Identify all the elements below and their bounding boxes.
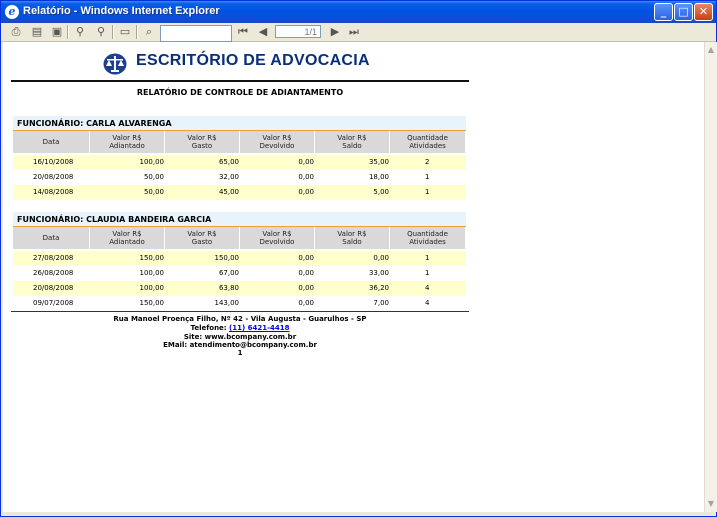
col-header-saldo: Valor R$ Saldo	[315, 227, 390, 249]
minimize-button[interactable]: _	[654, 3, 673, 21]
table-row	[13, 266, 466, 281]
col-header-atividades: Quantidade Atividades	[390, 131, 466, 153]
cell-gasto: 67,00	[218, 269, 239, 277]
cell-date: 27/08/2008	[33, 254, 74, 262]
col-header-devolvido: Valor R$ Devolvido	[240, 227, 315, 249]
col-header-saldo: Valor R$ Saldo	[315, 131, 390, 153]
footer-phone-label: Telefone:	[190, 324, 227, 332]
cell-adiantado: 100,00	[139, 269, 164, 277]
table-row	[13, 155, 466, 170]
cell-adiantado: 150,00	[139, 254, 164, 262]
cell-adiantado: 50,00	[143, 188, 164, 196]
cell-gasto: 32,00	[218, 173, 239, 181]
col-header-adiantado: Valor R$ Adiantado	[90, 131, 165, 153]
first-page-icon[interactable]: ⏮	[238, 25, 248, 38]
table-row	[13, 281, 466, 296]
previous-page-icon[interactable]: ◀	[258, 25, 268, 38]
cell-date: 09/07/2008	[33, 299, 74, 307]
cell-gasto: 143,00	[214, 299, 239, 307]
col-header-data: Data	[13, 131, 90, 153]
report-toolbar	[1, 23, 716, 42]
employee-section-header: FUNCIONÁRIO: CLAUDIA BANDEIRA GARCIA	[13, 212, 466, 226]
col-header-gasto: Valor R$ Gasto	[165, 227, 240, 249]
col-header-data: Data	[13, 227, 90, 249]
toolbar-separator	[67, 25, 69, 39]
cell-gasto: 65,00	[218, 158, 239, 166]
save-icon[interactable]: ▣	[51, 25, 63, 38]
header-divider	[11, 80, 469, 82]
folder-icon[interactable]: ▭	[119, 25, 131, 38]
table-row	[13, 251, 466, 266]
cell-adiantado: 100,00	[139, 158, 164, 166]
scroll-down-icon[interactable]: ▼	[707, 499, 715, 508]
cell-date: 20/08/2008	[33, 173, 74, 181]
next-page-icon[interactable]: ▶	[330, 25, 340, 38]
footer-address: Rua Manoel Proença Filho, Nº 42 - Vila Augusta - Guarulhos - SP	[113, 315, 367, 323]
col-header-atividades: Quantidade Atividades	[390, 227, 466, 249]
cell-devolvido: 0,00	[298, 158, 314, 166]
cell-atividades: 1	[425, 269, 430, 277]
footer-email: EMail: atendimento@bcompany.com.br	[163, 341, 317, 349]
cell-devolvido: 0,00	[298, 254, 314, 262]
close-button[interactable]: ✕	[694, 3, 713, 21]
cell-saldo: 36,20	[368, 284, 389, 292]
cell-adiantado: 150,00	[139, 299, 164, 307]
cell-saldo: 5,00	[373, 188, 389, 196]
cell-gasto: 63,80	[218, 284, 239, 292]
table-row	[13, 170, 466, 185]
maximize-button[interactable]: □	[674, 3, 693, 21]
cell-gasto: 150,00	[214, 254, 239, 262]
col-header-adiantado: Valor R$ Adiantado	[90, 227, 165, 249]
cell-date: 20/08/2008	[33, 284, 74, 292]
zoom-out-icon[interactable]: ⚲	[96, 25, 106, 38]
cell-atividades: 1	[425, 254, 430, 262]
vertical-scrollbar[interactable]	[704, 42, 717, 512]
cell-devolvido: 0,00	[298, 188, 314, 196]
window-title: Relatório - Windows Internet Explorer	[23, 5, 220, 17]
employee-section-header: FUNCIONÁRIO: CARLA ALVARENGA	[13, 116, 466, 130]
find-icon[interactable]: ⌕	[145, 25, 153, 38]
footer-site: Site: www.bcompany.com.br	[183, 333, 297, 341]
toolbar-separator	[136, 25, 138, 39]
firm-name: ESCRITÓRIO DE ADVOCACIA	[136, 52, 370, 69]
cell-atividades: 1	[425, 188, 430, 196]
cell-atividades: 1	[425, 173, 430, 181]
zoom-in-icon[interactable]: ⚲	[75, 25, 85, 38]
cell-atividades: 4	[425, 284, 430, 292]
cell-date: 26/08/2008	[33, 269, 74, 277]
cell-devolvido: 0,00	[298, 269, 314, 277]
print-icon[interactable]: ⎙	[11, 25, 21, 38]
toolbar-separator	[112, 25, 114, 39]
cell-date: 16/10/2008	[33, 158, 74, 166]
cell-gasto: 45,00	[218, 188, 239, 196]
report-title: RELATÓRIO DE CONTROLE DE ADIANTAMENTO	[136, 88, 344, 97]
cell-saldo: 35,00	[368, 158, 389, 166]
cell-adiantado: 50,00	[143, 173, 164, 181]
cell-adiantado: 100,00	[139, 284, 164, 292]
scroll-up-icon[interactable]: ▲	[707, 45, 715, 54]
ie-logo-icon: e	[5, 5, 19, 19]
cell-saldo: 18,00	[368, 173, 389, 181]
cell-saldo: 0,00	[373, 254, 389, 262]
cell-devolvido: 0,00	[298, 299, 314, 307]
search-input[interactable]	[160, 25, 232, 42]
table-row	[13, 296, 466, 311]
footer-phone-line	[11, 324, 469, 332]
cell-devolvido: 0,00	[298, 284, 314, 292]
cell-saldo: 7,00	[373, 299, 389, 307]
export-icon[interactable]: ▤	[31, 25, 43, 38]
footer-phone-link[interactable]: (11) 6421-4418	[229, 324, 290, 332]
table-row	[13, 185, 466, 200]
col-header-devolvido: Valor R$ Devolvido	[240, 131, 315, 153]
last-page-icon[interactable]: ⏭	[349, 25, 359, 38]
cell-atividades: 4	[425, 299, 430, 307]
scales-of-justice-icon	[103, 53, 127, 75]
col-header-gasto: Valor R$ Gasto	[165, 131, 240, 153]
cell-saldo: 33,00	[368, 269, 389, 277]
page-number-field[interactable]: 1/1	[275, 25, 321, 38]
cell-devolvido: 0,00	[298, 173, 314, 181]
footer-page-number: 1	[237, 349, 243, 357]
footer-divider	[11, 311, 469, 312]
cell-atividades: 2	[425, 158, 430, 166]
cell-date: 14/08/2008	[33, 188, 74, 196]
title-bar[interactable]	[1, 1, 716, 23]
